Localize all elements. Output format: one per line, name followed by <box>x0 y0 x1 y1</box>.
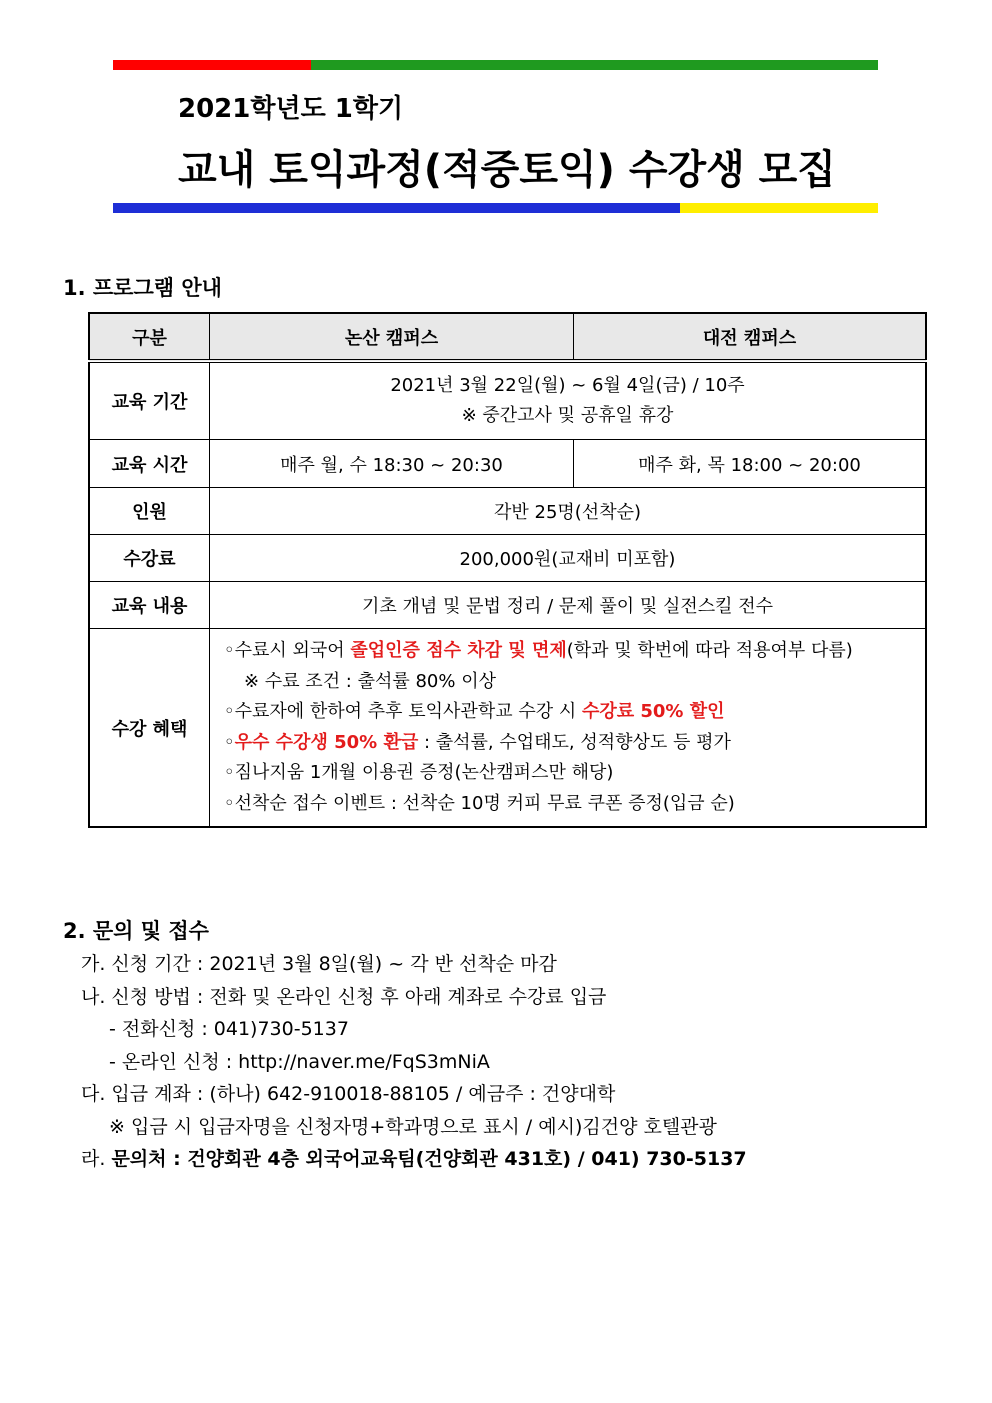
benefit-item-discount <box>224 697 925 728</box>
benefit-text: ◦수료자에 한하여 추후 토익사관학교 수강 시 <box>224 701 582 722</box>
fee-label: 수강료 <box>89 535 210 582</box>
page-subtitle: 2021학년도 1학기 <box>178 94 404 124</box>
benefit-text: (학과 및 학번에 따라 적용여부 다름) <box>566 640 853 661</box>
benefit-text: : 출석률, 수업태도, 성적향상도 등 평가 <box>418 731 731 753</box>
header-category: 구분 <box>89 313 210 361</box>
content-value: 기초 개념 및 문법 정리 / 문제 풀이 및 실전스킬 전수 <box>210 582 927 629</box>
time-nonsan: 매주 월, 수 18:30 ~ 20:30 <box>210 440 574 488</box>
contact-info <box>81 948 747 1176</box>
inquiry-prefix: 라. <box>81 1148 112 1170</box>
table-header-row <box>89 313 926 361</box>
period-dates: 2021년 3월 22일(월) ~ 6월 4일(금) / 10주 <box>390 375 745 396</box>
period-note: ※ 중간고사 및 공휴일 휴강 <box>461 405 674 426</box>
benefit-text: ◦수료시 외국어 <box>224 640 351 661</box>
table-row-content <box>89 582 926 629</box>
blue-bar-segment <box>113 203 680 213</box>
page-title: 교내 토익과정(적중토익) 수강생 모집 <box>178 147 836 193</box>
table-row-period <box>89 361 926 440</box>
table-row-people <box>89 488 926 535</box>
benefit-item-refund <box>224 728 925 759</box>
benefit-item-gym: ◦짐나지움 1개월 이용권 증정(논산캠퍼스만 해당) <box>224 762 614 783</box>
fee-value: 200,000원(교재비 미포함) <box>210 535 927 582</box>
people-value: 각반 25명(선착순) <box>210 488 927 535</box>
period-value <box>210 361 927 440</box>
deposit-note: ※ 입금 시 입금자명을 신청자명+학과명으로 표시 / 예시)김건양 호텔관광 <box>109 1115 717 1138</box>
table-row-time <box>89 440 926 488</box>
benefit-highlight: 졸업인증 점수 차감 및 면제 <box>350 640 567 661</box>
bottom-color-bar <box>113 203 878 213</box>
deposit-account: 다. 입금 계좌 : (하나) 642-910018-88105 / 예금주 : 건양대학 <box>81 1083 616 1105</box>
inquiry-contact: 문의처 : 건양회관 4층 외국어교육팀(건양회관 431호) / 041) 730-5137 <box>111 1148 747 1170</box>
header-daejeon-campus: 대전 캠퍼스 <box>574 313 927 361</box>
benefit-label: 수강 혜택 <box>89 629 210 828</box>
benefit-highlight: 우수 수강생 50% 환급 <box>234 731 419 753</box>
people-label: 인원 <box>89 488 210 535</box>
header-nonsan-campus: 논산 캠퍼스 <box>210 313 574 361</box>
benefit-highlight: 수강료 50% 할인 <box>581 701 725 722</box>
application-period: 가. 신청 기간 : 2021년 3월 8일(월) ~ 각 반 선착순 마감 <box>81 953 557 975</box>
yellow-bar-segment <box>680 203 878 213</box>
benefit-item-graduation <box>224 636 925 667</box>
online-application: - 온라인 신청 : http://naver.me/FqS3mNiA <box>109 1050 490 1073</box>
program-table <box>88 312 927 828</box>
period-label: 교육 기간 <box>89 361 210 440</box>
time-label: 교육 시간 <box>89 440 210 488</box>
section-heading-program: 1. 프로그램 안내 <box>63 276 222 300</box>
table-row-benefit <box>89 629 926 828</box>
table-row-fee <box>89 535 926 582</box>
benefit-item-coffee: ◦선착순 접수 이벤트 : 선착순 10명 커피 무료 쿠폰 증정(입금 순) <box>224 792 735 814</box>
phone-application: - 전화신청 : 041)730-5137 <box>109 1018 349 1040</box>
benefit-list <box>210 629 927 828</box>
time-daejeon: 매주 화, 목 18:00 ~ 20:00 <box>574 440 927 488</box>
benefit-note-completion: ※ 수료 조건 : 출석률 80% 이상 <box>244 670 496 692</box>
section-heading-contact: 2. 문의 및 접수 <box>63 919 209 943</box>
content-label: 교육 내용 <box>89 582 210 629</box>
inquiry-line <box>81 1143 747 1176</box>
top-color-bar <box>113 60 878 70</box>
green-bar-segment <box>311 60 878 70</box>
application-method: 나. 신청 방법 : 전화 및 온라인 신청 후 아래 계좌로 수강료 입금 <box>81 985 607 1008</box>
bullet-icon: ◦ <box>224 731 235 753</box>
red-bar-segment <box>113 60 311 70</box>
